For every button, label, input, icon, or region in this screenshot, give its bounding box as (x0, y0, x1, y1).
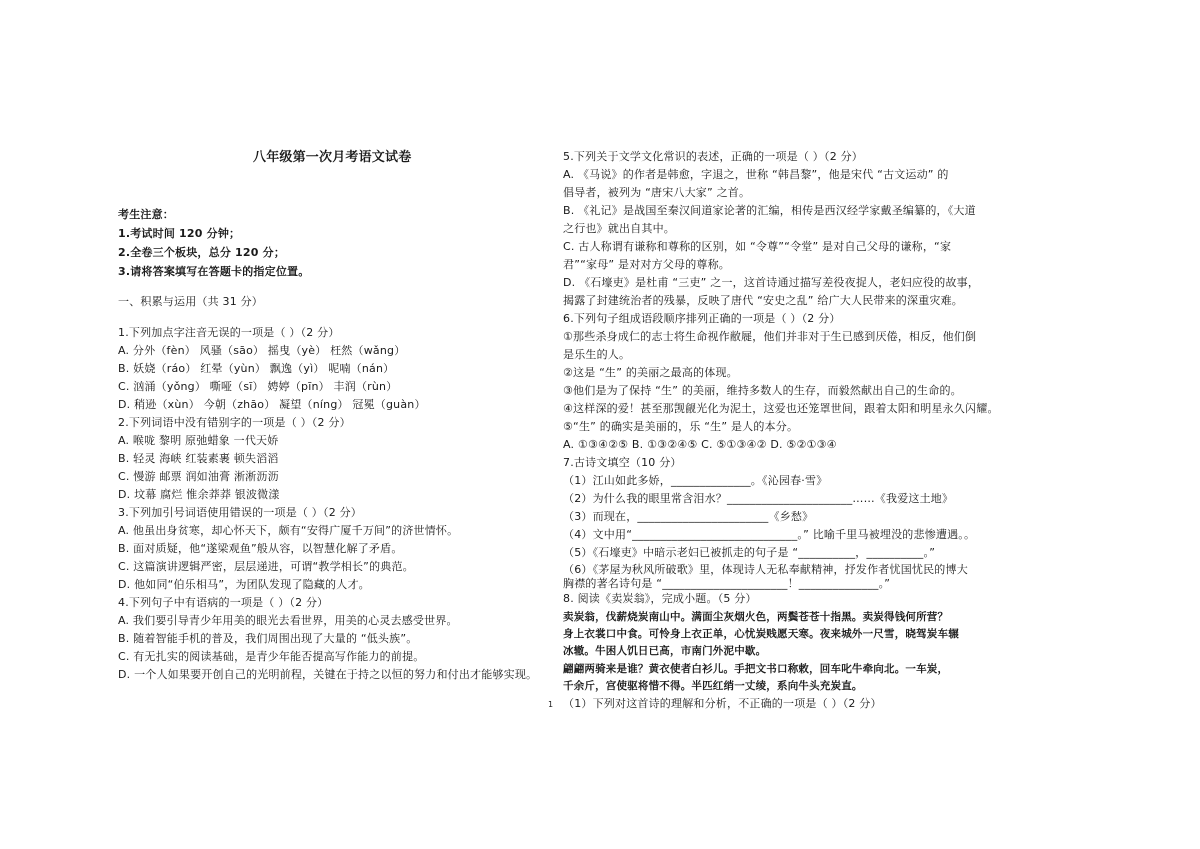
question-line: 是乐生的人。 (563, 348, 631, 361)
question-option: D. 坟幕 腐烂 惟余莽莽 银波微漾 (118, 488, 280, 501)
question-stem: 7.古诗文填空（10 分） (563, 456, 682, 469)
question-stem: （1）下列对这首诗的理解和分析，不正确的一项是（ ）（2 分） (563, 697, 882, 710)
question-option: A. 分外（fèn） 风骚（sāo） 摇曳（yè） 枉然（wǎng） (118, 344, 406, 357)
section-heading: 一、积累与运用（共 31 分） (118, 295, 263, 308)
question-line: 倡导者，被列为 “唐宋八大家” 之首。 (563, 186, 751, 199)
question-line: ①那些杀身成仁的志士将生命视作敝屣，他们并非对于生已感到厌倦，相反，他们倒 (563, 330, 977, 343)
question-option: C. 这篇演讲逻辑严密，层层递进，可谓“教学相长”的典范。 (118, 560, 414, 573)
question-line: A. 《马说》的作者是韩愈，字退之，世称 “韩昌黎”，他是宋代 “古文运动” 的 (563, 168, 949, 181)
question-option: B. 妖娆（ráo） 红晕（yùn） 飘逸（yì） 呢喃（nán） (118, 362, 395, 375)
question-option: B. 随着智能手机的普及，我们周围出现了大量的 “低头族”。 (118, 632, 418, 645)
question-stem: 8. 阅读《卖炭翁》，完成小题。（5 分） (563, 592, 757, 605)
question-line: ③他们是为了保持 “生” 的美丽，维持多数人的生存，而毅然献出自己的生命的。 (563, 384, 962, 397)
question-stem: 2.下列词语中没有错别字的一项是（ ）（2 分） (118, 416, 351, 429)
question-option: B. 面对质疑，他“遂梁观鱼”般从容，以智慧化解了矛盾。 (118, 542, 403, 555)
question-option: A. 我们要引导青少年用美的眼光去看世界，用美的心灵去感受世界。 (118, 614, 458, 627)
notes-item: 1.考试时间 120 分钟； (118, 227, 241, 240)
notes-item: 2.全卷三个板块，总分 120 分； (118, 246, 286, 259)
question-option: C. 有无扎实的阅读基础，是青少年能否提高写作能力的前提。 (118, 650, 425, 663)
question-option: C. 汹涌（yǒng） 嘶哑（sī） 娉婷（pīn） 丰润（rùn） (118, 380, 398, 393)
fill-blank-line: （6）《茅屋为秋风所破歌》里，体现诗人无私奉献精神，抒发作者忧国忧民的博大 (563, 563, 968, 576)
poem-line: 身上衣裳口中食。可怜身上衣正单，心忧炭贱愿天寒。夜来城外一尺雪，晓驾炭车辗 (563, 628, 959, 640)
question-line: ②这是 “生” 的美丽之最高的体现。 (563, 366, 738, 379)
poem-line: 千余斤，宫使驱将惜不得。半匹红绡一丈绫，系向牛头充炭直。 (563, 680, 863, 692)
poem-line: 翩翩两骑来是谁？黄衣使者白衫儿。手把文书口称敕，回车叱牛牵向北。一车炭， (563, 663, 949, 675)
question-line: ④这样深的爱！甚至那觊觎光化为泥土，这爱也还笼罩世间，跟着太阳和明星永久闪耀。 (563, 402, 999, 415)
question-option: B. 轻灵 海峡 红装素裹 顿失滔滔 (118, 452, 279, 465)
poem-line: 卖炭翁，伐薪烧炭南山中。满面尘灰烟火色，两鬓苍苍十指黑。卖炭得钱何所营？ (563, 611, 949, 623)
question-stem: 1.下列加点字注音无误的一项是（ ）（2 分） (118, 326, 340, 339)
question-line: 揭露了封建统治者的残暴，反映了唐代 “安史之乱” 给广大人民带来的深重灾难。 (563, 294, 963, 307)
question-line: A. ①③④②⑤ B. ①③②④⑤ C. ⑤①③④② D. ⑤②①③④ (563, 438, 837, 451)
question-option: A. 喉咙 黎明 原弛蜡象 一代天娇 (118, 434, 279, 447)
fill-blank-line: 胸襟的著名诗句是 “______________________！______________。” (563, 577, 891, 590)
question-line: 君”“家母” 是对对方父母的尊称。 (563, 258, 730, 271)
question-option: D. 稍逊（xùn） 今朝（zhāo） 凝望（níng） 冠冕（guàn） (118, 398, 426, 411)
question-line: B. 《礼记》是战国至秦汉间道家论著的汇编，相传是西汉经学家戴圣编纂的，《大道 (563, 204, 976, 217)
poem-line: 冰辙。牛困人饥日已高，市南门外泥中歇。 (563, 645, 767, 657)
question-stem: 6.下列句子组成语段顺序排列正确的一项是（ ）（2 分） (563, 312, 841, 325)
question-stem: 4.下列句子中有语病的一项是（ ）（2 分） (118, 596, 329, 609)
page-number: 1 (548, 700, 554, 709)
fill-blank-line: （1）江山如此多娇，______________。《沁园春·雪》 (563, 474, 828, 487)
question-option: C. 慢游 邮票 润如油膏 淅淅沥沥 (118, 470, 279, 483)
question-stem: 3.下列加引号词语使用错误的一项是（ ）（2 分） (118, 506, 362, 519)
page-title: 八年级第一次月考语文试卷 (253, 150, 412, 165)
question-line: D. 《石壕吏》是杜甫 “三吏” 之一，这首诗通过描写差役夜捉人，老妇应役的故事， (563, 276, 980, 289)
fill-blank-line: （5）《石壕吏》中暗示老妇已被抓走的句子是 “__________，__________。” (563, 546, 936, 559)
question-option: A. 他虽出身贫寒，却心怀天下，颇有“安得广厦千万间”的济世情怀。 (118, 524, 459, 537)
fill-blank-line: （4）文中用“_____________________________。” 比喻千里马被埋没的悲惨遭遇。。 (563, 528, 976, 541)
fill-blank-line: （2）为什么我的眼里常含泪水？______________________……《我爱这土地》 (563, 492, 954, 505)
question-line: C. 古人称谓有谦称和尊称的区别，如 “令尊”“令堂” 是对自己父母的谦称，“家 (563, 240, 952, 253)
notes-item: 3.请将答案填写在答题卡的指定位置。 (118, 265, 310, 278)
question-option: D. 他如同“伯乐相马”，为团队发现了隐藏的人才。 (118, 578, 370, 591)
question-stem: 5.下列关于文学文化常识的表述，正确的一项是（ ）（2 分） (563, 150, 863, 163)
fill-blank-line: （3）而现在，_______________________《乡愁》 (563, 510, 814, 523)
question-line: ⑤“生” 的确实是美丽的，乐 “生” 是人的本分。 (563, 420, 799, 433)
question-line: 之行也》就出自其中。 (563, 222, 675, 235)
question-option: D. 一个人如果要开创自己的光明前程，关键在于持之以恒的努力和付出才能够实现。 (118, 668, 538, 681)
notes-heading: 考生注意： (118, 208, 174, 221)
